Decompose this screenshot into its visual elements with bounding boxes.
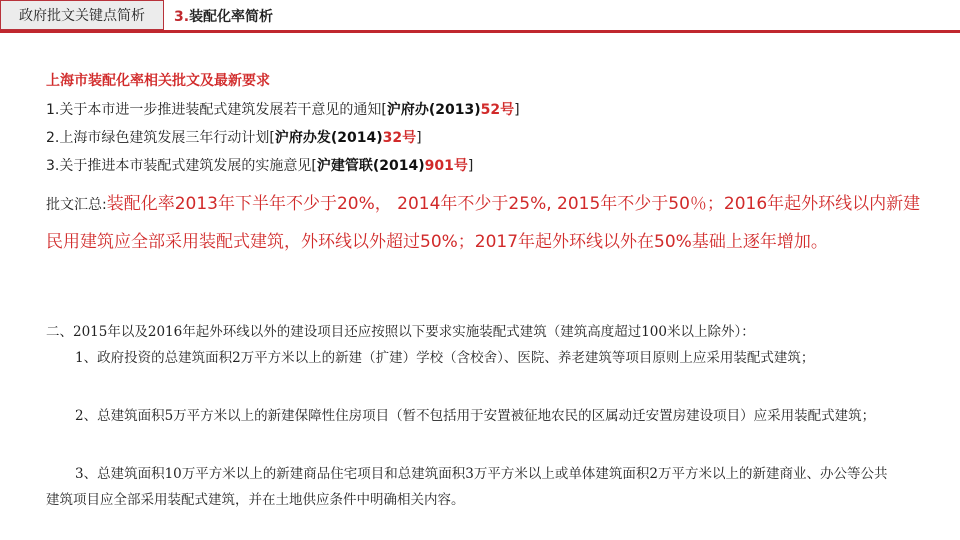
requirement-item-2: 2、总建筑面积5万平方米以上的新建保障性住房项目（暂不包括用于安置被征地农民的区属动迁安置房建设项目）应采用装配式建筑；: [75, 408, 876, 424]
document-number: 901号: [424, 158, 468, 174]
section-heading: 上海市装配化率相关批文及最新要求: [46, 73, 270, 89]
document-number: 32号: [382, 130, 417, 146]
document-title: 2.上海市绿色建筑发展三年行动计划[: [46, 130, 275, 146]
section2-intro: 二、2015年以及2016年起外环线以外的建设项目还应按照以下要求实施装配式建筑（建筑高度超过100米以上除外）：: [46, 324, 755, 340]
document-line-3: [46, 155, 473, 175]
document-bracket: ]: [416, 130, 422, 146]
slide-title-text: 装配化率简析: [189, 9, 274, 25]
approval-summary: [46, 186, 926, 261]
document-code: 沪府办发(2014): [274, 130, 383, 146]
slide-title-number: 3.: [174, 9, 190, 25]
document-number: 52号: [480, 102, 515, 118]
document-code: 沪府办(2013): [386, 102, 481, 118]
document-bracket: ]: [467, 158, 474, 174]
section-tab: [0, 0, 164, 30]
document-title: 3.关于推进本市装配式建筑发展的实施意见[: [46, 158, 317, 174]
section-tab-label: 政府批文关键点简析: [19, 8, 145, 24]
summary-text: 装配化率2013年下半年不少于20%， 2014年不少于25%, 2015年不少于50％；2016年起外环线以内新建民用建筑应全部采用装配式建筑，外环线以外超过50%；2017年起外环线以外在50%基础上逐年增加。: [46, 194, 921, 252]
summary-lead: 批文汇总:: [46, 197, 107, 213]
requirement-item-3: 3、总建筑面积10万平方米以上的新建商品住宅项目和总建筑面积3万平方米以上或单体建筑面积2万平方米以上的新建商业、办公等公共建筑项目应全部采用装配式建筑，并在土地供应条件中明确相关内容。: [46, 466, 888, 508]
document-line-2: [46, 127, 422, 147]
document-bracket: ]: [514, 102, 520, 118]
requirement-item-1: 1、政府投资的总建筑面积2万平方米以上的新建（扩建）学校（含校舍）、医院、养老建筑等项目原则上应采用装配式建筑；: [75, 350, 815, 366]
document-code: 沪建管联(2014): [316, 158, 425, 174]
document-line-1: [46, 99, 520, 119]
header-divider: [0, 30, 960, 33]
document-title: 1.关于本市进一步推进装配式建筑发展若干意见的通知[: [46, 102, 387, 118]
slide-title: [174, 6, 273, 26]
